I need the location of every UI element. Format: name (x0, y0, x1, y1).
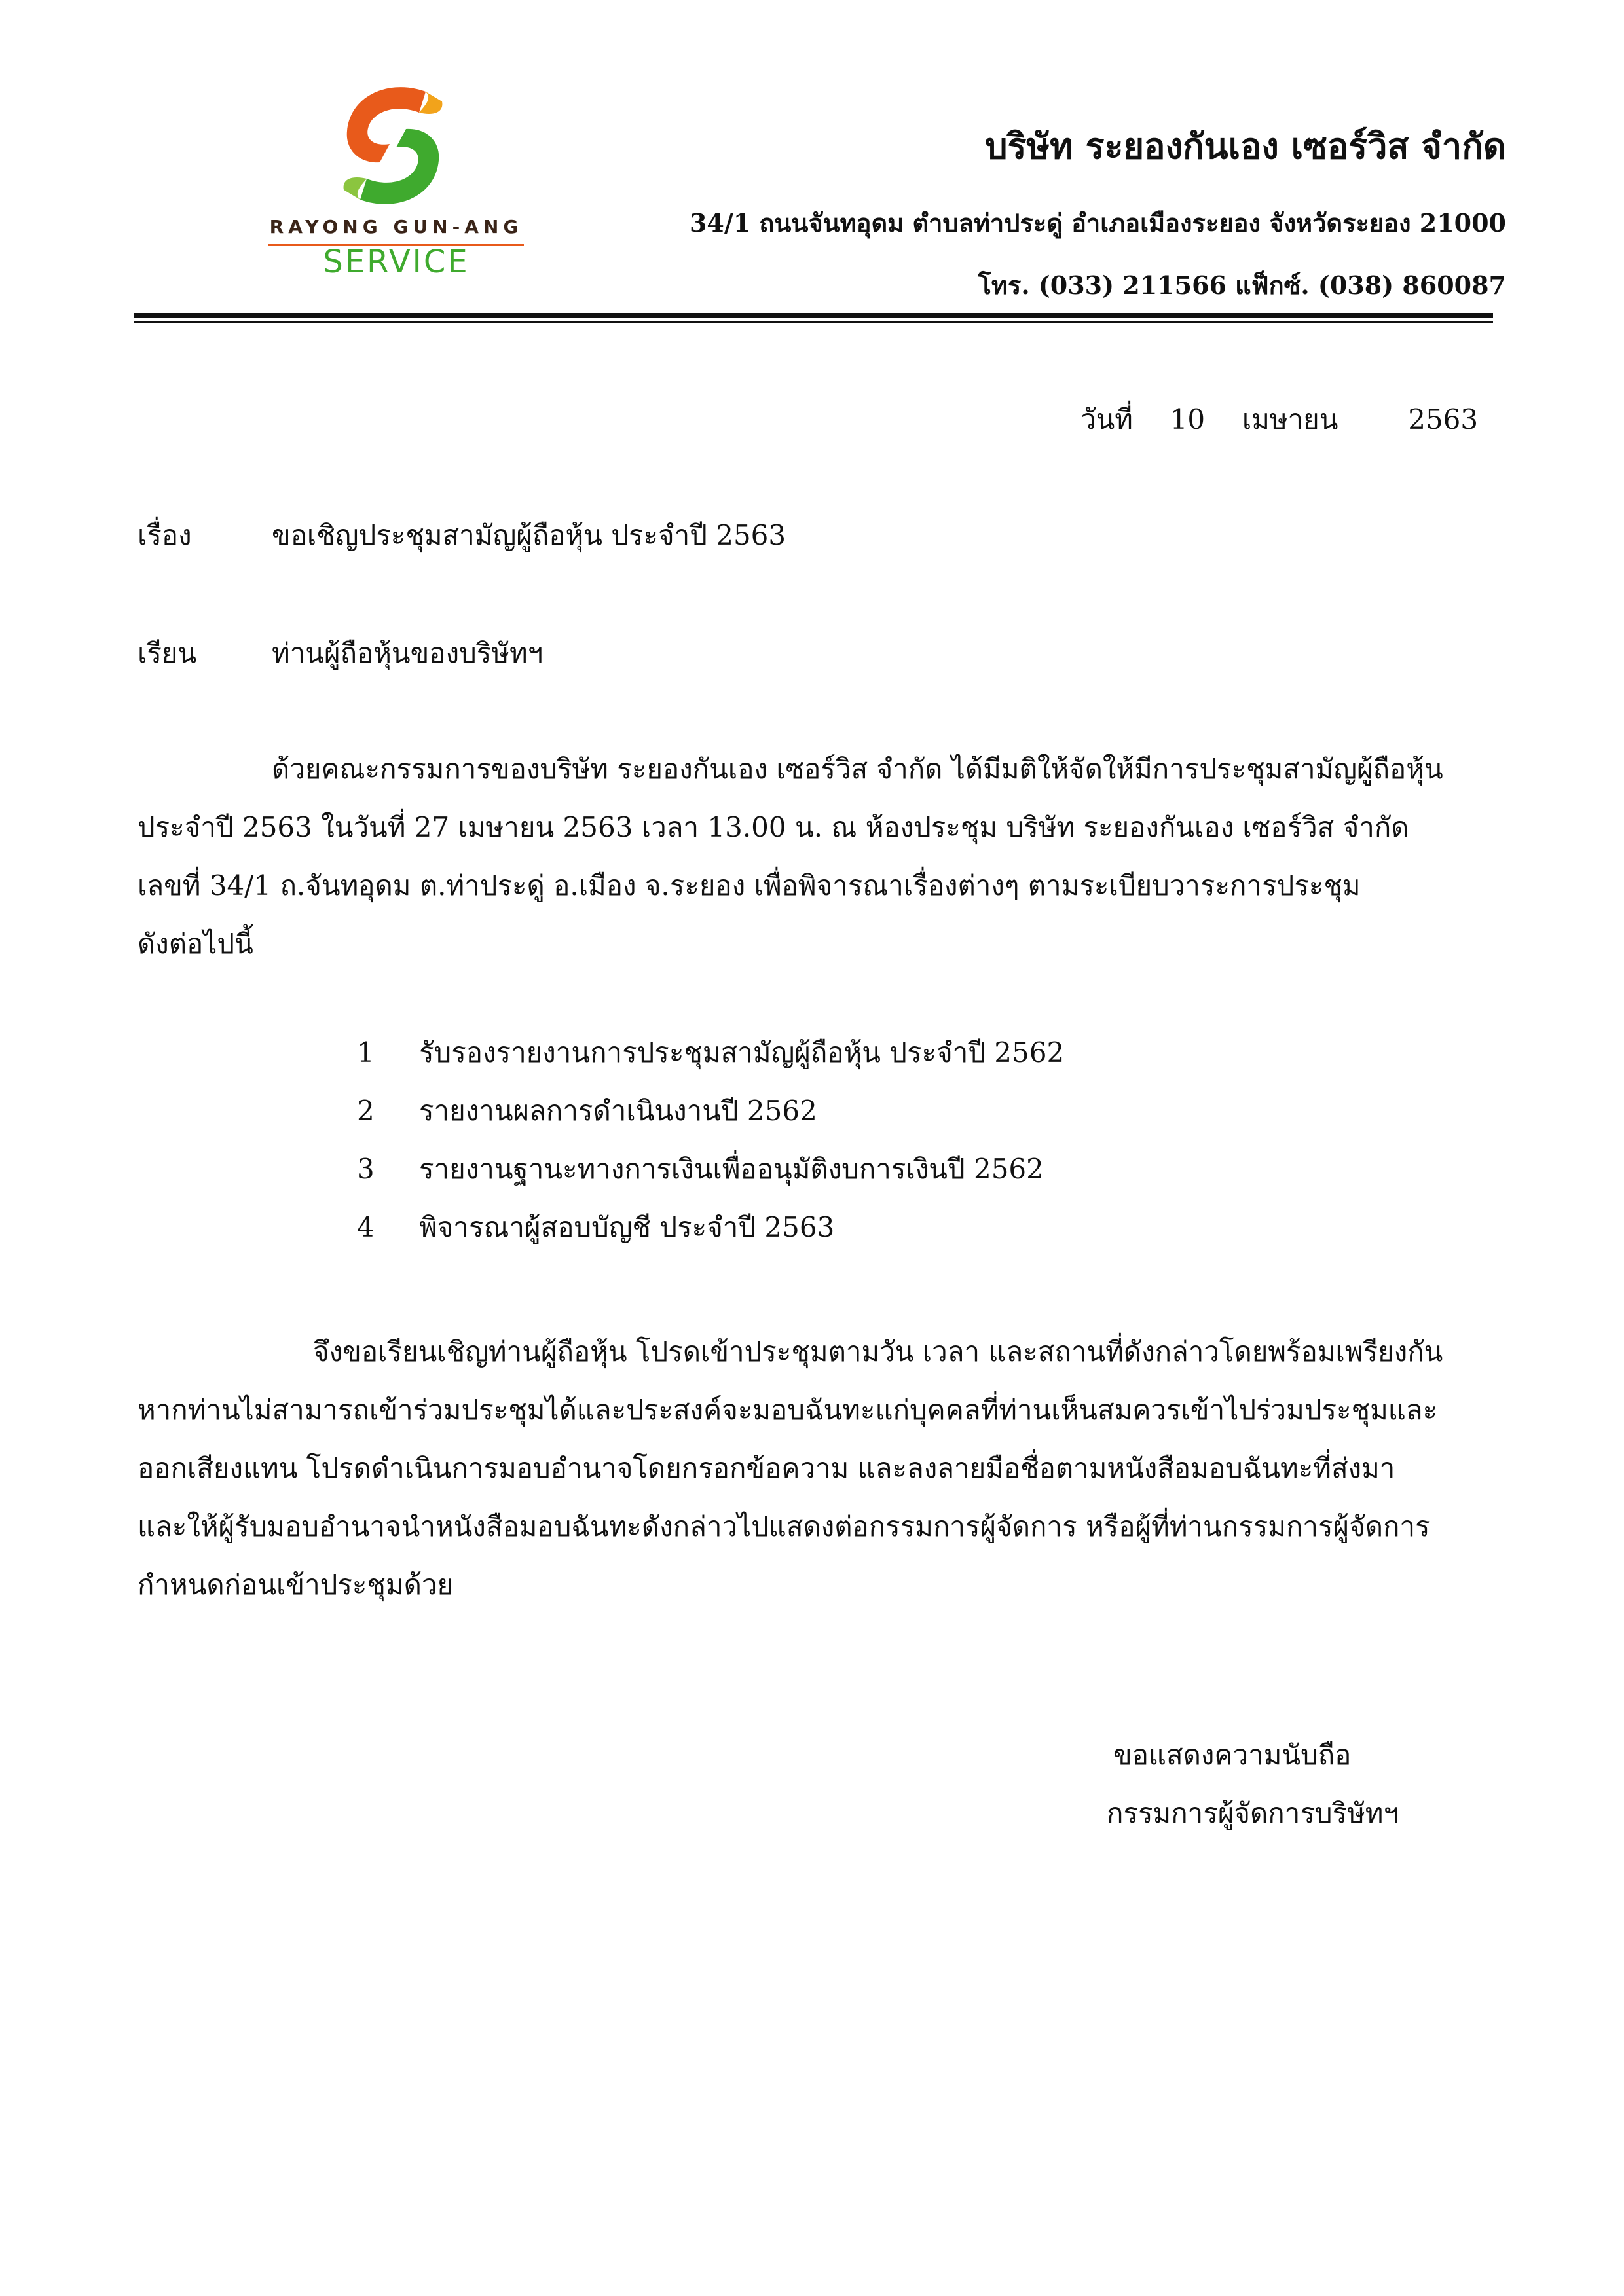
recipient-row (138, 632, 543, 675)
body-line: ออกเสียงแทน โปรดดำเนินการมอบอำนาจโดยกรอกข้อความ และลงลายมือชื่อตามหนังสือมอบฉันทะที่ส่งมา (138, 1452, 1395, 1484)
recipient-text: ท่านผู้ถือหุ้นของบริษัทฯ (272, 637, 544, 669)
date-day: 10 (1170, 403, 1206, 435)
body-line: ด้วยคณะกรรมการของบริษัท ระยองกันเอง เซอร์วิส จำกัด ได้มีมติให้จัดให้มีการประชุมสามัญผู้ถือหุ้น (272, 753, 1443, 785)
agenda-text: รายงานผลการดำเนินงานปี 2562 (419, 1095, 817, 1127)
agenda-item (357, 1031, 1064, 1089)
company-phone: โทร. (033) 211566 แฟ็กซ์. (038) 860087 (978, 270, 1506, 300)
agenda-item (357, 1206, 1064, 1264)
header-rule-thin (134, 321, 1493, 323)
logo-emblem-icon (327, 79, 458, 213)
body-line: และให้ผู้รับมอบอำนาจนำหนังสือมอบฉันทะดังกล่าวไปแสดงต่อกรรมการผู้จัดการ หรือผู้ที่ท่านกรรมการผู้จัดการ (138, 1510, 1430, 1542)
recipient-label: เรียน (138, 637, 197, 669)
date-label: วันที่ (1080, 403, 1133, 435)
agenda-number: 3 (357, 1153, 375, 1185)
body-paragraph-1 (138, 740, 1467, 973)
body-line: จึงขอเรียนเชิญท่านผู้ถือหุ้น โปรดเข้าประชุมตามวัน เวลา และสถานที่ดังกล่าวโดยพร้อมเพรียงกัน (313, 1336, 1443, 1368)
agenda-number: 1 (357, 1036, 375, 1068)
date-year: 2563 (1408, 403, 1479, 435)
signer-title: กรรมการผู้จัดการบริษัทฯ (1107, 1797, 1399, 1829)
body-line: ดังต่อไปนี้ (138, 928, 253, 960)
agenda-text: พิจารณาผู้สอบบัญชี ประจำปี 2563 (419, 1211, 835, 1243)
body-line: หากท่านไม่สามารถเข้าร่วมประชุมได้และประสงค์จะมอบฉันทะแก่บุคคลที่ท่านเห็นสมควรเข้าไปร่วมประชุมและ (138, 1394, 1438, 1426)
subject-label: เรื่อง (138, 519, 192, 551)
subject-row (138, 514, 786, 557)
body-line: ประจำปี 2563 ในวันที่ 27 เมษายน 2563 เวลา 13.00 น. ณ ห้องประชุม บริษัท ระยองกันเอง เซอร์วิส จำกัด (138, 811, 1409, 843)
company-name: บริษัท ระยองกันเอง เซอร์วิส จำกัด (985, 125, 1506, 167)
agenda-text: รับรองรายงานการประชุมสามัญผู้ถือหุ้น ประจำปี 2562 (419, 1036, 1065, 1068)
agenda-text: รายงานฐานะทางการเงินเพื่ออนุมัติงบการเงินปี 2562 (419, 1153, 1044, 1185)
logo-text-top: RAYONG GUN-ANG (269, 216, 523, 238)
agenda-number: 4 (357, 1211, 375, 1243)
closing-salutation: ขอแสดงความนับถือ (1113, 1739, 1352, 1771)
body-paragraph-2 (138, 1322, 1467, 1614)
agenda-item (357, 1148, 1064, 1206)
agenda-item (357, 1089, 1064, 1148)
header-rule-thick (134, 313, 1493, 318)
agenda-list (357, 1031, 1064, 1264)
subject-text: ขอเชิญประชุมสามัญผู้ถือหุ้น ประจำปี 2563 (272, 519, 786, 551)
date-month: เมษายน (1242, 403, 1338, 435)
body-line: กำหนดก่อนเข้าประชุมด้วย (138, 1569, 454, 1601)
body-line: เลขที่ 34/1 ถ.จันทอุดม ต.ท่าประดู่ อ.เมือง จ.ระยอง เพื่อพิจารณาเรื่องต่างๆ ตามระเบียบวาระการประชุม (138, 869, 1361, 902)
agenda-number: 2 (357, 1095, 375, 1127)
logo-text-bottom: SERVICE (323, 244, 470, 280)
letter-date (1080, 398, 1478, 441)
company-address: 34/1 ถนนจันทอุดม ตำบลท่าประดู่ อำเภอเมืองระยอง จังหวัดระยอง 21000 (689, 208, 1506, 238)
company-logo (255, 79, 537, 282)
